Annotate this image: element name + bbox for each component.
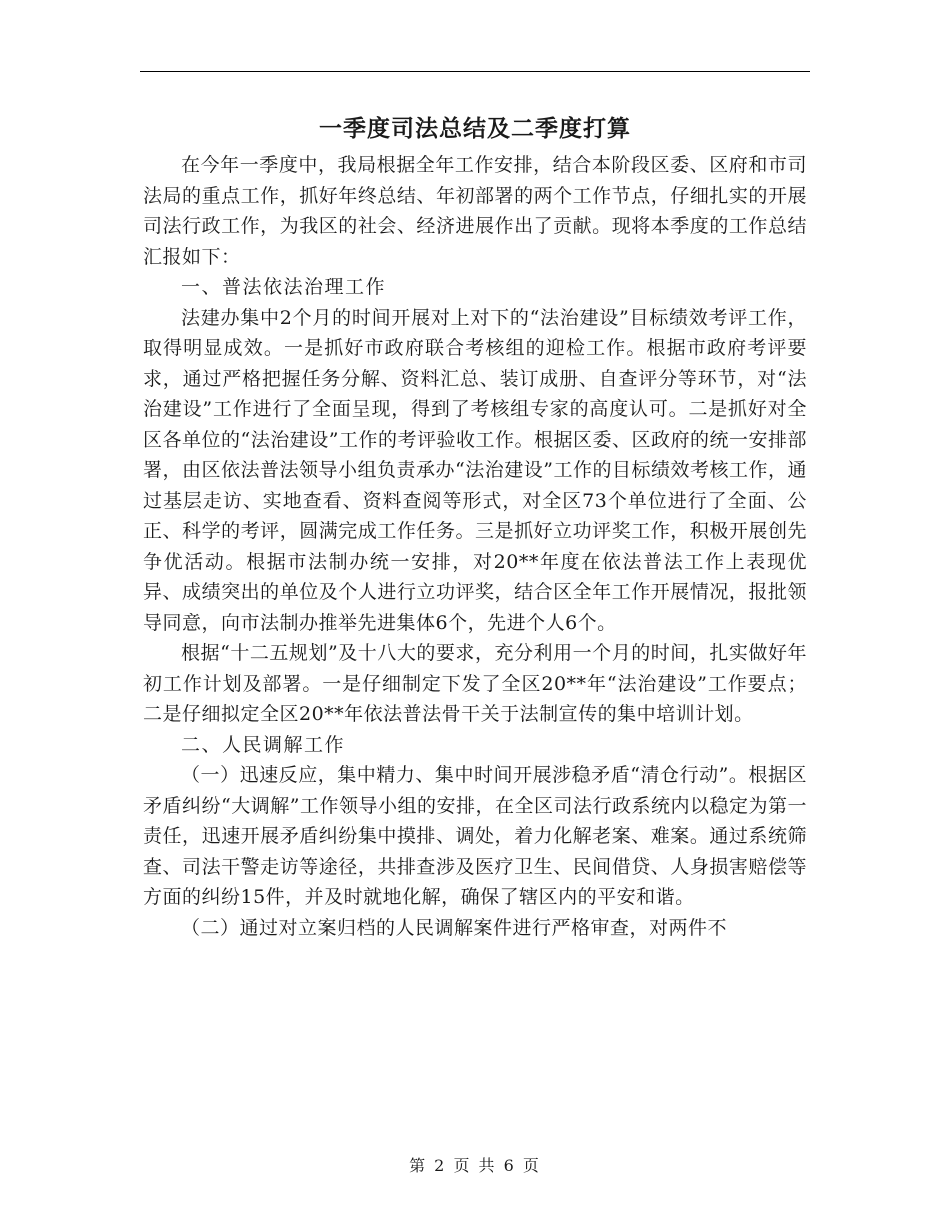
page-number: 第 2 页 共 6 页 <box>409 1156 541 1175</box>
section-heading-1: 一、普法依法治理工作 <box>181 276 387 298</box>
paragraph-planning: 根据“十二五规划”及十八大的要求，充分利用一个月的时间，扎实做好年初工作计划及部署。一是仔细制定下发了全区20**年“法治建设”工作要点；二是仔细拟定全区20**年依法普法骨干关于法制宣传的集中培训计划。 <box>143 642 807 725</box>
document-title: 一季度司法总结及二季度打算 <box>319 115 631 142</box>
paragraph-intro: 在今年一季度中，我局根据全年工作安排，结合本阶段区委、区府和市司法局的重点工作，抓好年终总结、年初部署的两个工作节点，仔细扎实的开展司法行政工作，为我区的社会、经济进展作出了贡献。现将本季度的工作总结汇报如下： <box>143 154 807 268</box>
paragraph-mediation-1: （一）迅速反应，集中精力、集中时间开展涉稳矛盾“清仓行动”。根据区矛盾纠纷“大调解”工作领导小组的安排，在全区司法行政系统内以稳定为第一责任，迅速开展矛盾纠纷集中摸排、调处，着力化解老案、难案。通过系统筛查、司法干警走访等途径，共排查涉及医疗卫生、民间借贷、人身损害赔偿等方面的纠纷15件，并及时就地化解，确保了辖区内的平安和谐。 <box>143 764 807 908</box>
section-heading-2: 二、人民调解工作 <box>181 733 346 756</box>
header-rule <box>140 71 810 72</box>
document-body <box>143 150 807 943</box>
paragraph-evaluation: 法建办集中2个月的时间开展对上对下的“法治建设”目标绩效考评工作，取得明显成效。一是抓好市政府联合考核组的迎检工作。根据市政府考评要求，通过严格把握任务分解、资料汇总、装订成册、自查评分等环节，对“法治建设”工作进行了全面呈现，得到了考核组专家的高度认可。二是抓好对全区各单位的“法治建设”工作的考评验收工作。根据区委、区政府的统一安排部署，由区依法普法领导小组负责承办“法治建设”工作的目标绩效考核工作，通过基层走访、实地查看、资料查阅等形式，对全区73个单位进行了全面、公正、科学的考评，圆满完成工作任务。三是抓好立功评奖工作，积极开展创先争优活动。根据市法制办统一安排，对20**年度在依法普法工作上表现优异、成绩突出的单位及个人进行立功评奖，结合区全年工作开展情况，报批领导同意，向市法制办推举先进集体6个，先进个人6个。 <box>143 306 807 634</box>
paragraph-mediation-2: （二）通过对立案归档的人民调解案件进行严格审查，对两件不 <box>181 916 728 939</box>
